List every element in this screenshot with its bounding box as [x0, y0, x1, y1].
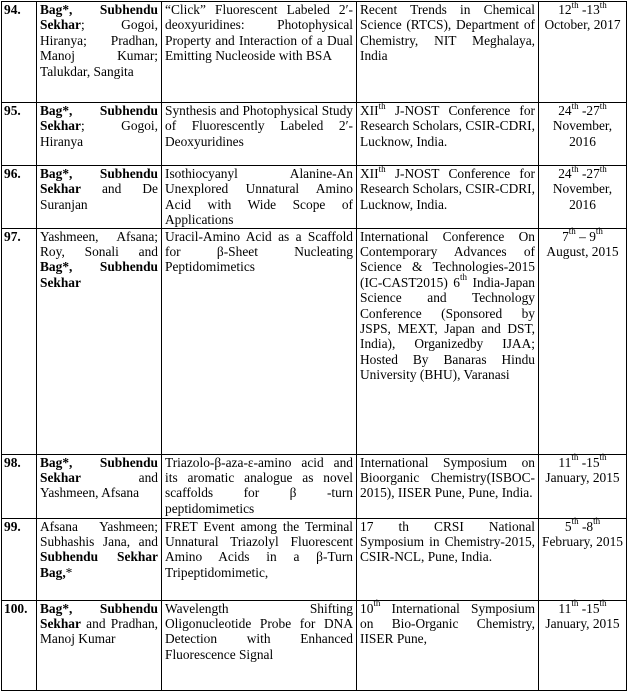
date-text: 24	[558, 103, 572, 118]
ordinal-suffix: th	[571, 598, 579, 609]
paper-title: Synthesis and Photophysical Study of Fluorescently Labeled 2′-Deoxyuridines	[165, 103, 353, 149]
author-text: ; Gogoi, Hiranya	[40, 118, 158, 149]
date-text: January, 2015	[545, 470, 620, 486]
ordinal-suffix: th	[460, 272, 468, 283]
publications-table	[1, 1, 627, 691]
conference-text: XII	[360, 103, 379, 118]
author-text: Afsana Yashmeen; Subhashis Jana, and	[40, 518, 158, 550]
date-text: February, 2015	[542, 534, 623, 550]
table-row	[2, 103, 627, 166]
date-cell	[539, 163, 627, 229]
authors-cell	[37, 103, 162, 166]
ordinal-suffix: th	[595, 226, 603, 237]
date-text: 24	[558, 166, 572, 181]
date-text: January, 2015	[545, 616, 620, 632]
date-text: October, 2017	[544, 17, 621, 33]
entry-number-text: 97.	[4, 228, 21, 244]
entry-number	[2, 454, 37, 518]
author-highlight: Subhendu Sekhar Bag,	[40, 549, 158, 580]
date-text: August, 2015	[546, 244, 619, 260]
title-cell	[162, 166, 357, 229]
conference-cell	[357, 100, 539, 166]
ordinal-suffix: th	[568, 226, 576, 237]
entry-number	[2, 103, 37, 166]
conference-cell	[357, 600, 539, 690]
author-highlight: Bag*, Subhendu Sekhar	[40, 2, 158, 33]
conference-text: J-NOST Conference for Research Scholars, CSIR-CDRI, Lucknow, India.	[360, 166, 535, 212]
author-highlight: Bag*, Subhendu Sekhar	[40, 454, 158, 486]
author-text: and Yashmeen, Afsana	[40, 470, 158, 501]
date-text: -27	[578, 166, 600, 181]
author-highlight: Bag*, Subhendu Sekhar	[40, 166, 158, 197]
date-text: – 9	[575, 228, 596, 244]
ordinal-suffix: th	[599, 163, 607, 174]
paper-title: “Click” Fluorescent Labeled 2′-deoxyuridines: Photophysical Property and Interaction of a Dual Emitting Nucleoside with BSA	[165, 2, 353, 64]
ordinal-suffix: th	[599, 452, 607, 463]
date-text: 5	[564, 518, 572, 534]
publications-table-body	[2, 2, 627, 691]
date-text: 7	[562, 228, 569, 244]
ordinal-suffix: th	[571, 100, 579, 111]
date-text: November, 2016	[552, 181, 613, 212]
authors-cell	[37, 2, 162, 103]
ordinal-suffix: th	[571, 0, 579, 10]
ordinal-suffix: th	[593, 516, 601, 527]
paper-title: Uracil-Amino Acid as a Scaffold for β-Sheet Nucleating Peptidomimetics	[165, 228, 353, 275]
ordinal-suffix: th	[571, 452, 579, 463]
date-text: November, 2016	[552, 118, 613, 149]
table-row	[2, 600, 627, 690]
title-cell	[162, 518, 357, 600]
date-text: -27	[578, 103, 600, 118]
date-cell	[539, 228, 627, 454]
author-text: and Pradhan, Manoj Kumar	[40, 616, 158, 647]
author-highlight: Bag*, Subhendu Sekhar	[40, 600, 158, 632]
author-highlight: Bag*, Subhendu Sekhar	[40, 259, 158, 290]
conference-text: International Symposium on Bio-Organic Chemistry, IISER Pune,	[360, 600, 535, 647]
date-cell	[539, 518, 627, 600]
date-text: -8	[578, 518, 594, 534]
conference-cell	[357, 454, 539, 518]
ordinal-suffix: th	[599, 100, 607, 111]
date-cell	[539, 600, 627, 690]
title-cell	[162, 454, 357, 518]
authors-cell	[37, 518, 162, 600]
author-text: *	[65, 564, 73, 580]
date-cell	[539, 2, 627, 103]
authors-cell	[37, 454, 162, 518]
date-text: 12	[558, 2, 572, 17]
entry-number	[2, 228, 37, 454]
date-cell	[539, 454, 627, 518]
conference-cell	[357, 163, 539, 229]
entry-number-text: 95.	[4, 103, 21, 118]
table-row	[2, 228, 627, 454]
authors-cell	[37, 600, 162, 690]
paper-title: Wavelength Shifting Oligonucleotide Probe for DNA Detection with Enhanced Fluorescence Signal	[165, 600, 353, 662]
ordinal-suffix: th	[571, 516, 579, 527]
conference-text: Recent Trends in Chemical Science (RTCS), Department of Chemistry, NIT Meghalaya, India	[360, 2, 535, 64]
date-text: -15	[578, 600, 600, 616]
paper-title: FRET Event among the Terminal Unnatural Triazolyl Fluorescent Amino Acids in a β-Turn Tripeptidomimetic,	[165, 518, 353, 580]
conference-cell	[357, 2, 539, 103]
date-cell	[539, 100, 627, 166]
conference-text: India-Japan Science and Technology Conference (Sponsored by JSPS, MEXT, Japan and DST, India), Organizedby IJAA; Hosted By Banaras Hindu University (BHU), Varanasi	[360, 274, 535, 383]
date-text: 11	[558, 454, 572, 470]
conference-text: International Symposium on Bioorganic Chemistry(ISBOC-2015), IISER Pune, Pune, India.	[360, 454, 535, 501]
entry-number-text: 96.	[4, 166, 21, 181]
entry-number	[2, 518, 37, 600]
conference-text: International Conference On Contemporary Advances of Science & Technologies-2015 (IC-CAST2015) 6	[360, 228, 535, 290]
conference-text: XII	[360, 166, 379, 181]
entry-number-text: 98.	[4, 454, 21, 470]
title-cell	[162, 600, 357, 690]
conference-text: 10	[360, 600, 374, 616]
conference-text: 17 th CRSI National Symposium in Chemistry-2015, CSIR-NCL, Pune, India.	[360, 518, 535, 565]
authors-cell	[37, 166, 162, 229]
entry-number-text: 99.	[4, 518, 21, 534]
ordinal-suffix: th	[599, 598, 607, 609]
entry-number	[2, 600, 37, 690]
author-highlight: Bag*, Subhendu Sekhar	[40, 103, 158, 134]
author-text: Yashmeen, Afsana; Roy, Sonali and	[40, 228, 158, 260]
title-cell	[162, 103, 357, 166]
ordinal-suffix: th	[373, 598, 381, 609]
ordinal-suffix: th	[378, 100, 386, 111]
title-cell	[162, 228, 357, 454]
table-row	[2, 454, 627, 518]
paper-title: Isothiocyanyl Alanine-An Unexplored Unnatural Amino Acid with Wide Scope of Applications	[165, 166, 353, 228]
table-row	[2, 2, 627, 103]
author-text: ; Gogoi, Hiranya; Pradhan, Manoj Kumar; Talukdar, Sangita	[40, 17, 158, 79]
conference-cell	[357, 228, 539, 454]
paper-title: Triazolo-β-aza-ε-amino acid and its aromatic analogue as novel scaffolds for β -turn peptidomimetics	[165, 454, 353, 516]
entry-number	[2, 2, 37, 103]
title-cell	[162, 2, 357, 103]
date-text: -13	[578, 2, 600, 17]
ordinal-suffix: th	[599, 0, 607, 10]
date-text: -15	[578, 454, 600, 470]
conference-text: J-NOST Conference for Research Scholars, CSIR-CDRI, Lucknow, India.	[360, 103, 535, 149]
authors-cell	[37, 228, 162, 454]
ordinal-suffix: th	[378, 163, 386, 174]
ordinal-suffix: th	[571, 163, 579, 174]
conference-cell	[357, 518, 539, 600]
date-text: 11	[558, 600, 572, 616]
entry-number-text: 94.	[4, 2, 21, 17]
author-text: and De Suranjan	[40, 181, 158, 212]
table-row	[2, 166, 627, 229]
entry-number	[2, 166, 37, 229]
table-row	[2, 518, 627, 600]
entry-number-text: 100.	[4, 600, 28, 616]
